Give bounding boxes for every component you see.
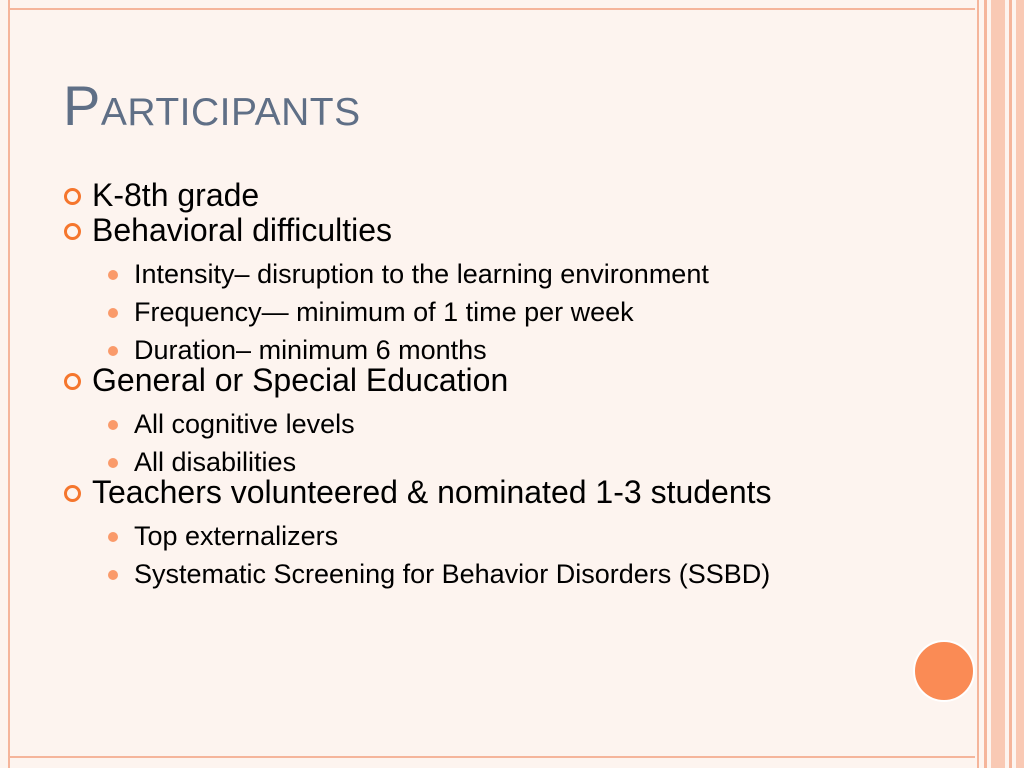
frame-left-border [0, 0, 10, 768]
sub-bullet-item [62, 447, 902, 477]
dot-bullet-icon [108, 270, 118, 280]
sub-bullet-text: Systematic Screening for Behavior Disorders (SSBD) [134, 559, 771, 589]
frame-bottom-border [10, 756, 975, 768]
sub-bullet-item [62, 335, 902, 365]
bullet-item [62, 363, 902, 398]
stripe [984, 0, 987, 768]
dot-bullet-icon [108, 346, 118, 356]
stripe [991, 0, 1005, 768]
bullet-item [62, 213, 902, 248]
dot-bullet-icon [108, 420, 118, 430]
ring-bullet-icon [64, 373, 81, 390]
sub-bullet-text: All disabilities [134, 447, 297, 477]
ring-bullet-icon [64, 223, 81, 240]
sub-bullet-text: Frequency— minimum of 1 time per week [134, 297, 634, 327]
sub-bullet-text: Duration– minimum 6 months [134, 335, 487, 365]
sub-bullet-item [62, 297, 902, 327]
sub-bullet-text: Top externalizers [134, 521, 339, 551]
sub-bullet-item [62, 259, 902, 289]
bullet-text: Teachers volunteered & nominated 1-3 students [92, 474, 772, 510]
dot-bullet-icon [108, 458, 118, 468]
stripe [1009, 0, 1012, 768]
sub-bullet-item [62, 521, 902, 551]
stripe [1016, 0, 1024, 768]
bullet-text: K-8th grade [92, 177, 260, 213]
dot-bullet-icon [108, 570, 118, 580]
bullet-text: General or Special Education [92, 362, 509, 398]
dot-bullet-icon [108, 532, 118, 542]
decorative-stripes [975, 0, 1024, 768]
ring-bullet-icon [64, 485, 81, 502]
decorative-circle [913, 640, 975, 702]
bullet-list [62, 178, 902, 589]
sub-bullet-item [62, 409, 902, 439]
sub-bullet-item [62, 559, 902, 589]
sub-bullet-text: Intensity– disruption to the learning environment [134, 259, 709, 289]
ring-bullet-icon [64, 188, 81, 205]
dot-bullet-icon [108, 308, 118, 318]
sub-bullet-text: All cognitive levels [134, 409, 355, 439]
frame-top-border [10, 0, 975, 10]
bullet-item [62, 178, 902, 213]
bullet-text: Behavioral difficulties [92, 212, 393, 248]
stripe [977, 0, 979, 768]
slide-title: Participants [63, 74, 361, 137]
bullet-item [62, 475, 902, 510]
